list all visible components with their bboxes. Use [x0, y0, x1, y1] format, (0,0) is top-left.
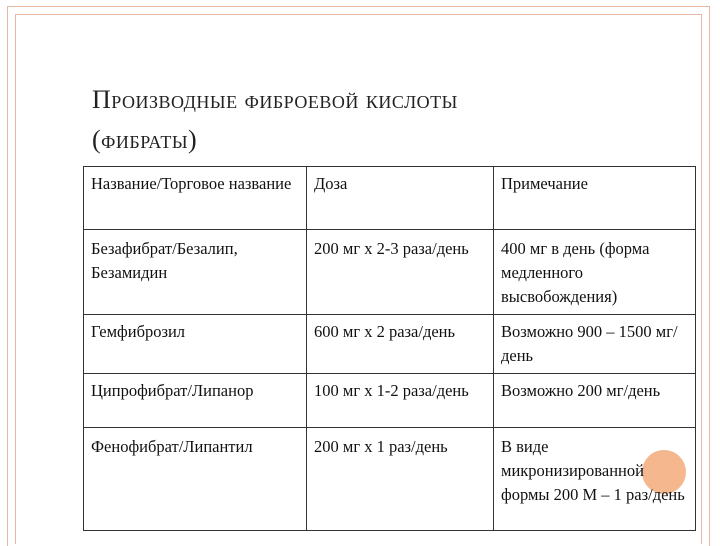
cell-name: Ципрофибрат/Липанор: [84, 374, 307, 428]
cell-dose: 200 мг х 2-3 раза/день: [307, 230, 494, 315]
title-line-1: Производные фиброевой кислоты: [92, 85, 458, 114]
table-row: [84, 315, 696, 374]
table-row: [84, 428, 696, 531]
table-row: [84, 374, 696, 428]
cell-name: Безафибрат/Безалип, Безамидин: [84, 230, 307, 315]
cell-note: Возможно 900 – 1500 мг/день: [494, 315, 696, 374]
header-note: Примечание: [494, 167, 696, 230]
cell-name: Гемфиброзил: [84, 315, 307, 374]
table-header-row: [84, 167, 696, 230]
table-row: [84, 230, 696, 315]
cell-note: Возможно 200 мг/день: [494, 374, 696, 428]
fibrates-table: [83, 166, 696, 531]
cell-dose: 200 мг х 1 раз/день: [307, 428, 494, 531]
header-name: Название/Торговое название: [84, 167, 307, 230]
cell-note: В виде микронизированной формы 200 М – 1 раз/день: [494, 428, 696, 531]
cell-name: Фенофибрат/Липантил: [84, 428, 307, 531]
cell-dose: 600 мг х 2 раза/день: [307, 315, 494, 374]
cell-dose: 100 мг х 1-2 раза/день: [307, 374, 494, 428]
title-line-2: (фибраты): [92, 125, 198, 154]
header-dose: Доза: [307, 167, 494, 230]
slide-title: [92, 80, 652, 160]
cell-note: 400 мг в день (форма медленного высвобождения): [494, 230, 696, 315]
